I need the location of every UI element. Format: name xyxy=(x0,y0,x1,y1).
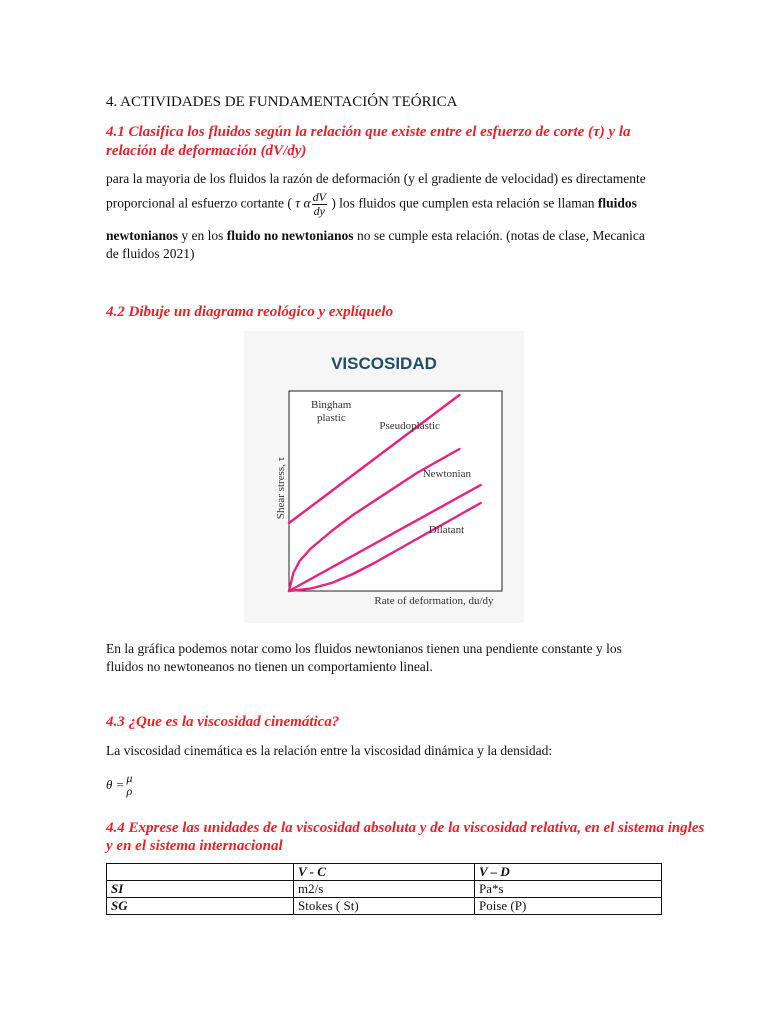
table-header-cell: V - C xyxy=(294,864,475,881)
q1-bold-term: newtonianos xyxy=(106,228,179,243)
fraction-numerator: dV xyxy=(312,190,326,204)
table-cell: Poise (P) xyxy=(475,898,662,915)
formula-numerator: μ xyxy=(126,771,133,785)
q1-bold-term: fluidos xyxy=(597,195,637,211)
table-cell: Stokes ( St) xyxy=(294,898,475,915)
dvdy-fraction xyxy=(312,191,327,218)
units-table xyxy=(106,863,662,915)
chart-title: VISCOSIDAD xyxy=(331,354,437,373)
q2-paragraph-line1: En la gráfica podemos notar como los fluidos newtonianos tienen una pendiente constante y los xyxy=(106,641,622,656)
series-label-dilatant: Dilatant xyxy=(428,524,465,536)
q3-paragraph: La viscosidad cinemática es la relación entre la viscosidad dinámica y la densidad: xyxy=(106,743,553,758)
q4-title-line1: 4.4 Exprese las unidades de la viscosidad absoluta y de la viscosidad relativa, en el sistema ingles xyxy=(106,820,705,836)
q1-paragraph-line3 xyxy=(106,227,645,245)
formula-fraction xyxy=(125,772,133,798)
formula-denominator: ρ xyxy=(126,784,133,798)
q1-paragraph-line1: para la mayoria de los fluidos la razón de deformación (y el gradiente de velocidad) es directamente xyxy=(106,171,646,186)
q3-title: 4.3 ¿Que es la viscosidad cinemática? xyxy=(106,714,340,730)
tau-alpha: τ α xyxy=(295,195,311,211)
table-cell: m2/s xyxy=(294,881,475,898)
q1-paragraph-line4: de fluidos 2021) xyxy=(106,246,195,261)
x-axis-label: Rate of deformation, du/dy xyxy=(374,595,494,607)
q1-text: no se cumple esta relación. (notas de clase, Mecanica xyxy=(356,228,645,243)
q1-text: proporcional al esfuerzo cortante ( xyxy=(106,195,292,211)
table-row xyxy=(107,898,662,915)
q1-text: ) los fluidos que cumplen esta relación se llaman xyxy=(331,195,595,211)
q1-title-line2: relación de deformación (dV/dy) xyxy=(106,143,307,159)
series-label-bingham-plastic-line2: plastic xyxy=(317,412,346,424)
table-header-row xyxy=(107,864,662,881)
q1-bold-term: fluido no newtonianos xyxy=(226,228,354,243)
q1-paragraph-line2 xyxy=(106,191,637,218)
table-header-cell: V – D xyxy=(475,864,662,881)
rheology-chart xyxy=(244,331,524,623)
kinematic-viscosity-formula xyxy=(106,772,134,798)
table-cell: SI xyxy=(107,881,294,898)
rheology-chart-svg xyxy=(244,331,524,623)
table-cell: Pa*s xyxy=(475,881,662,898)
section-title: 4. ACTIVIDADES DE FUNDAMENTACIÓN TEÓRICA xyxy=(106,94,458,110)
q1-text: y en los xyxy=(181,228,224,243)
table-header-cell xyxy=(107,864,294,881)
formula-lhs: θ = xyxy=(106,777,125,792)
q1-title-line1: 4.1 Clasifica los fluidos según la relación que existe entre el esfuerzo de corte (τ) y la xyxy=(106,124,631,140)
q4-title-line2: y en el sistema internacional xyxy=(106,838,283,854)
table-cell: SG xyxy=(107,898,294,915)
series-label-pseudoplastic: Pseudoplastic xyxy=(379,420,440,432)
q2-title: 4.2 Dibuje un diagrama reológico y explíquelo xyxy=(106,304,394,320)
series-label-newtonian: Newtonian xyxy=(422,468,471,480)
table-row xyxy=(107,881,662,898)
series-label-bingham-plastic: Bingham xyxy=(311,399,352,411)
y-axis-label: Shear stress, τ xyxy=(275,456,287,520)
fraction-denominator: dy xyxy=(313,204,325,218)
q2-paragraph-line2: fluidos no newtoneanos no tienen un comportamiento lineal. xyxy=(106,659,433,674)
